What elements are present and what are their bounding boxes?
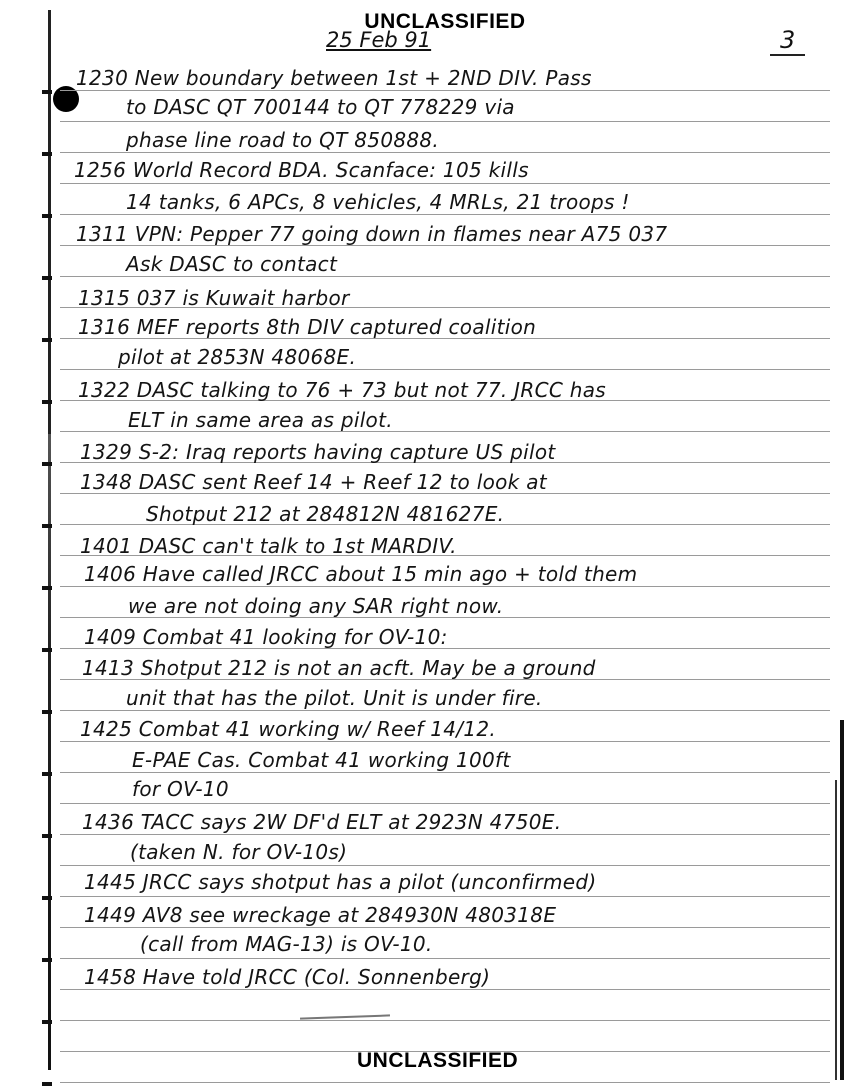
log-date: 25 Feb 91 <box>326 28 432 52</box>
margin-tick <box>42 834 52 838</box>
log-line: 1322 DASC talking to 76 + 73 but not 77. JRCC has <box>78 378 607 402</box>
log-line: 1315 037 is Kuwait harbor <box>78 286 350 310</box>
log-line: Ask DASC to contact <box>126 252 338 276</box>
log-line: 1425 Combat 41 working w/ Reef 14/12. <box>80 717 497 741</box>
ruled-line <box>60 586 830 587</box>
log-line: for OV-10 <box>132 777 229 801</box>
ruled-line <box>60 369 830 370</box>
margin-tick <box>42 1082 52 1086</box>
ruled-line <box>60 1082 830 1083</box>
page-number: 3 <box>770 26 805 56</box>
margin-tick <box>42 90 52 94</box>
margin-tick <box>42 276 52 280</box>
log-line: unit that has the pilot. Unit is under fire. <box>126 686 543 710</box>
log-line: 14 tanks, 6 APCs, 8 vehicles, 4 MRLs, 21 troops ! <box>126 190 630 214</box>
ruled-line <box>60 741 830 742</box>
margin-tick <box>42 400 52 404</box>
log-line: (call from MAG-13) is OV-10. <box>140 932 433 956</box>
scribble-mark <box>300 1014 390 1019</box>
ruled-line <box>60 152 830 153</box>
log-line: ELT in same area as pilot. <box>128 408 393 432</box>
log-line: we are not doing any SAR right now. <box>128 594 504 618</box>
log-line: Shotput 212 at 284812N 481627E. <box>146 502 505 526</box>
ruled-line <box>60 276 830 277</box>
ruled-line <box>60 121 830 122</box>
log-line: 1449 AV8 see wreckage at 284930N 480318E <box>84 903 557 927</box>
margin-tick <box>42 896 52 900</box>
log-line: 1409 Combat 41 looking for OV-10: <box>84 625 448 649</box>
log-line: 1230 New boundary between 1st + 2ND DIV. Pass <box>76 66 592 90</box>
ruled-line <box>60 865 830 866</box>
classification-bottom: UNCLASSIFIED <box>357 1049 519 1072</box>
page-edge-inner <box>835 780 837 1080</box>
classification-top: UNCLASSIFIED <box>364 10 526 33</box>
log-line: 1436 TACC says 2W DF'd ELT at 2923N 4750E. <box>82 810 562 834</box>
ruled-line <box>60 772 830 773</box>
page-edge <box>840 720 844 1080</box>
log-line: 1329 S-2: Iraq reports having capture US pilot <box>80 440 556 464</box>
margin-tick <box>42 772 52 776</box>
margin-line <box>48 10 51 1070</box>
log-line: 1445 JRCC says shotput has a pilot (unconfirmed) <box>84 870 597 894</box>
log-line: (taken N. for OV-10s) <box>130 840 348 864</box>
margin-tick <box>42 958 52 962</box>
ruled-line <box>60 1020 830 1021</box>
ruled-line <box>60 183 830 184</box>
log-line: 1458 Have told JRCC (Col. Sonnenberg) <box>84 965 491 989</box>
margin-tick <box>42 338 52 342</box>
margin-tick <box>42 462 52 466</box>
margin-tick <box>42 710 52 714</box>
log-line: 1316 MEF reports 8th DIV captured coalition <box>78 315 537 339</box>
log-line: 1348 DASC sent Reef 14 + Reef 12 to look at <box>80 470 547 494</box>
ruled-line <box>60 214 830 215</box>
log-line: 1406 Have called JRCC about 15 min ago + told them <box>84 562 638 586</box>
margin-tick <box>42 648 52 652</box>
log-line: E-PAE Cas. Combat 41 working 100ft <box>132 748 511 772</box>
ruled-line <box>60 90 830 91</box>
log-line: pilot at 2853N 48068E. <box>118 345 357 369</box>
ruled-line <box>60 927 830 928</box>
margin-tick <box>42 152 52 156</box>
margin-tick <box>42 586 52 590</box>
ruled-line <box>60 803 830 804</box>
log-line: 1256 World Record BDA. Scanface: 105 kills <box>74 158 529 182</box>
margin-tick <box>42 524 52 528</box>
ruled-line <box>60 958 830 959</box>
log-line: 1311 VPN: Pepper 77 going down in flames near A75 037 <box>76 222 668 246</box>
log-line: 1413 Shotput 212 is not an acft. May be a ground <box>82 656 596 680</box>
ruled-line <box>60 896 830 897</box>
margin-tick <box>42 214 52 218</box>
log-line: 1401 DASC can't talk to 1st MARDIV. <box>80 534 457 558</box>
log-line: phase line road to QT 850888. <box>126 128 440 152</box>
log-line: to DASC QT 700144 to QT 778229 via <box>126 95 515 119</box>
margin-tick <box>42 1020 52 1024</box>
ruled-line <box>60 989 830 990</box>
ruled-line <box>60 710 830 711</box>
ruled-line <box>60 834 830 835</box>
